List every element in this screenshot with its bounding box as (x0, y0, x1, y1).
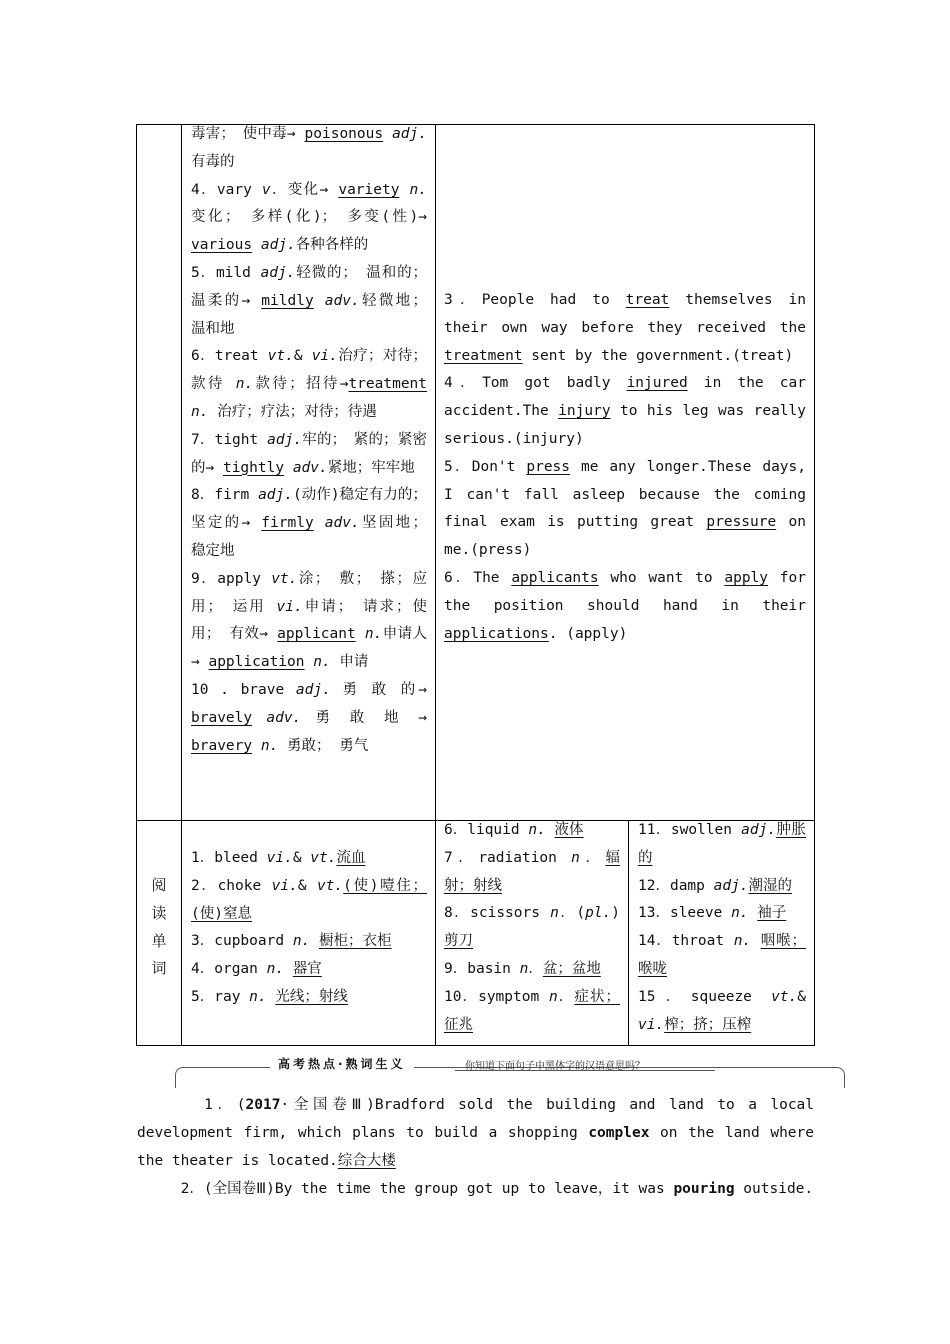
banner-hint: 你知道下面句子中黑体字的汉语意思吗？ (465, 1061, 645, 1072)
table-col-divider-2 (435, 124, 436, 1046)
word-entry: 10 . brave adj. 勇 敢 的→ bravely adv. 勇 敢 地 → bravery n. 勇敢； 勇气 (191, 681, 427, 754)
vocab-item: 7．radiation n．辐射；射线 (444, 849, 620, 894)
vocab-item: 10．symptom n．症状；征兆 (444, 988, 621, 1033)
table-right-border (814, 124, 815, 1046)
table-bottom-border (136, 1045, 815, 1046)
vocab-item: 12．damp adj.潮湿的 (638, 877, 793, 894)
vocab-item: 9．basin n．盆；盆地 (444, 960, 601, 977)
section-banner (175, 1047, 845, 1089)
banner-title: 高考热点·熟词生义 (270, 1055, 414, 1072)
vocab-item: 5．ray n. 光线；射线 (191, 988, 348, 1005)
example-paragraph-2: 2．(全国卷Ⅲ)By the time the group got up to leave，it was pouring outside. (137, 1181, 814, 1197)
word-entry: 9．apply vt.涂； 敷； 搽；应用； 运用 vi.申请； 请求；使用； 有效→ applicant n.申请人→ application n. 申请 (191, 570, 428, 671)
vocab-item: 1．bleed vi.& vt.流血 (191, 850, 366, 866)
example-sentences-cell (444, 287, 806, 648)
vocab-item: 2．choke vi.& vt.(使)噎住；(使)窒息 (191, 877, 427, 922)
vocab-item: 14．throat n. 咽喉；喉咙 (638, 933, 807, 977)
word-entry: 毒害； 使中毒→ poisonous adj.有毒的 (191, 126, 427, 170)
example-paragraph-1: 1．(2017·全国卷Ⅲ)Bradford sold the building and land to a local development firm, which plans to build a shopping complex on the land where the theater is located.综合大楼 (137, 1097, 815, 1169)
reading-words-col-3 (638, 817, 806, 1039)
word-forms-cell (191, 121, 427, 760)
reading-words-label: 阅 读 单 词 (151, 876, 167, 978)
sentence-item: 3．People had to treat themselves in their own way before they received the treatment sent by the government.(treat) (444, 292, 806, 364)
word-entry: 7．tight adj.牢的； 紧的；紧密的→ tightly adv.紧地；牢牢地 (191, 431, 428, 476)
reading-words-col-1 (191, 845, 427, 1012)
word-entry: 4．vary v．变化→ variety n. 变化； 多样(化)； 多变(性)→ various adj.各种各样的 (191, 181, 427, 254)
vocab-item: 4．organ n. 器官 (191, 961, 322, 978)
vocab-item: 6．liquid n. 液体 (444, 822, 584, 838)
word-entry: 8．firm adj.(动作)稳定有力的； 坚定的→ firmly adv.坚固地； 稳定地 (191, 487, 427, 559)
vocab-item: 3．cupboard n. 橱柜；衣柜 (191, 933, 392, 950)
word-entry: 6．treat vt.& vi.治疗；对待；款待 n.款待；招待→treatment n. 治疗；疗法；对待；待遇 (191, 348, 428, 420)
sentence-item: 4．Tom got badly injured in the car accident.The injury to his leg was really serious.(injury) (444, 375, 806, 447)
table-col-divider-1 (181, 124, 182, 1046)
vocab-item: 15．squeeze vt.& vi.榨；挤；压榨 (638, 988, 806, 1033)
vocab-item: 8．scissors n．(pl.)剪刀 (444, 905, 620, 950)
reading-words-col-2 (444, 817, 620, 1039)
table-col-divider-3 (628, 820, 629, 1046)
word-entry: 5．mild adj.轻微的； 温和的； 温柔的→ mildly adv.轻微地； 温和地 (191, 264, 427, 337)
vocab-item: 11．swollen adj.肿胀的 (638, 822, 806, 866)
sentence-item: 6．The applicants who want to apply for the position should hand in their applications. (apply) (444, 569, 806, 642)
sentence-item: 5．Don't press me any longer.These days, I can't fall asleep because the coming final exam is putting great pressure on me.(press) (444, 458, 806, 559)
vocab-item: 13．sleeve n. 袖子 (638, 905, 787, 922)
